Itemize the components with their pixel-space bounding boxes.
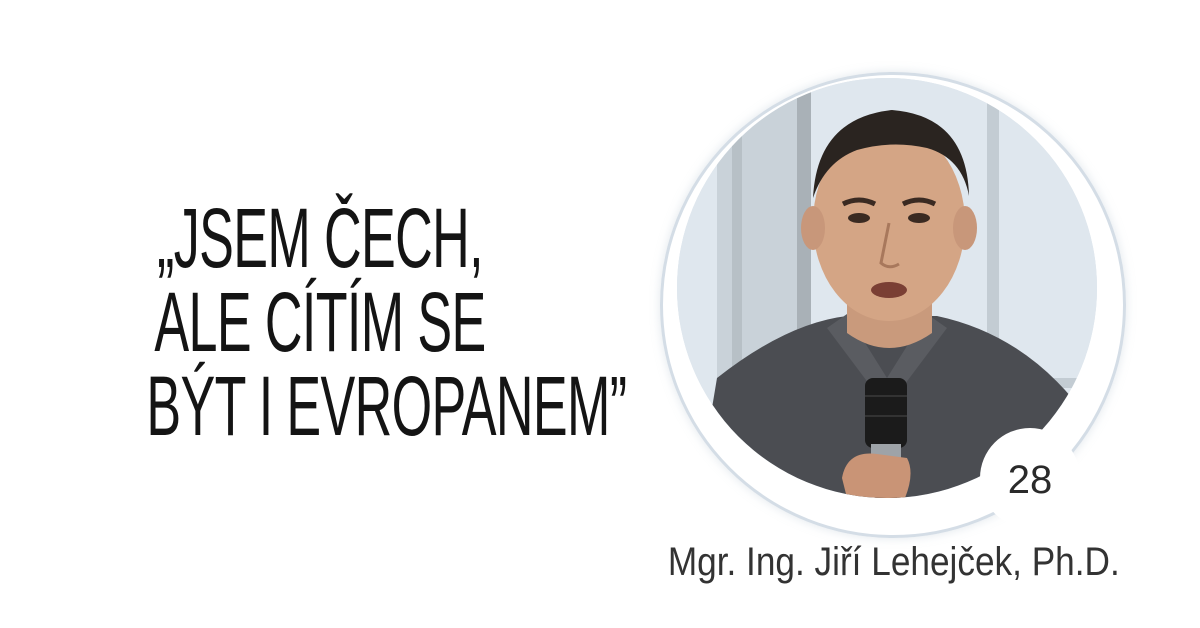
number-badge — [980, 428, 1080, 528]
person-name-text: Mgr. Ing. Jiří Lehejček, Ph.D. — [668, 540, 1120, 584]
badge-number: 28 — [1007, 458, 1053, 502]
quote-line-1: „JSEM ČECH, — [157, 191, 483, 285]
quote-text — [40, 191, 627, 453]
person-name — [600, 540, 1188, 585]
quote-line-2: ALE CÍTÍM SE — [154, 275, 486, 369]
hand — [842, 454, 911, 499]
mouth — [871, 282, 907, 298]
quote-line-3: BÝT I EVROPANEM” — [146, 359, 627, 453]
